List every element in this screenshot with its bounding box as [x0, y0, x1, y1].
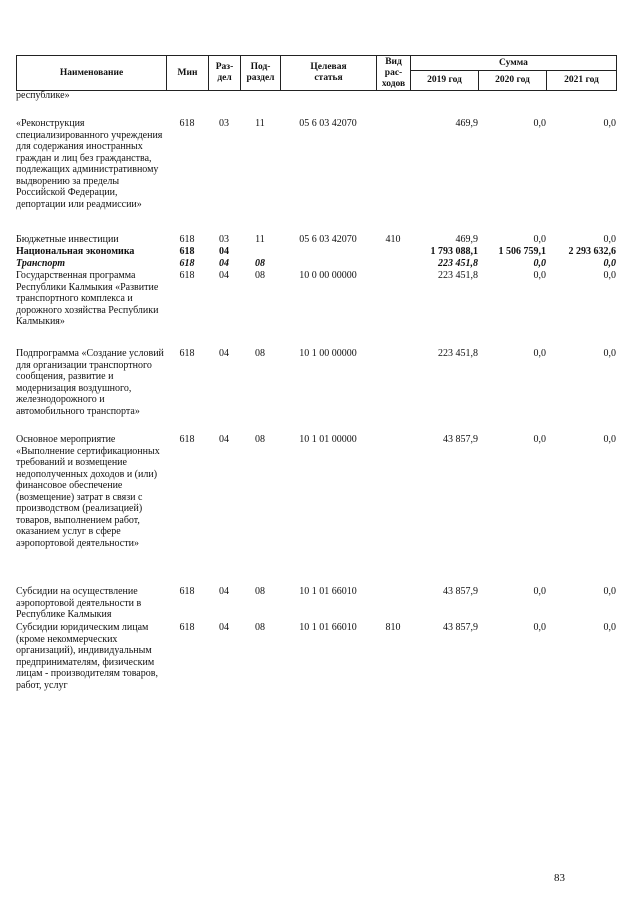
cell-min: 618 — [179, 270, 195, 281]
cell-s20: 0,0 — [533, 234, 546, 245]
cell-s21: 0,0 — [603, 586, 616, 597]
cell-vid: 410 — [385, 234, 401, 245]
cell-podr: 08 — [255, 258, 265, 269]
cell-razd: 03 — [219, 118, 229, 129]
cell-s20: 0,0 — [533, 270, 546, 281]
cell-cst: 10 0 00 00000 — [299, 270, 357, 281]
cell-cst: 05 6 03 42070 — [299, 118, 357, 129]
header-name: Наименование — [17, 56, 167, 91]
cell-razd: 04 — [219, 434, 229, 445]
cell-min: 618 — [179, 258, 195, 269]
cell-s21: 0,0 — [603, 434, 616, 445]
header-min: Мин — [167, 56, 209, 91]
cell-cst: 10 1 01 00000 — [299, 434, 357, 445]
cell-name: Подпрограмма «Создание условий для организации транспортного сообщения, развитие и модернизация воздушного, железнодорожного и автомобильного транспорта» — [16, 348, 164, 417]
cell-name: Бюджетные инвестиции — [16, 234, 119, 245]
cell-name: Субсидии юридическим лицам (кроме некоммерческих организаций), индивидуальным предпринимателям, физическим лицам - производителям товаров, работ, услуг — [16, 622, 158, 691]
cell-podr: 08 — [255, 586, 265, 597]
cell-s20: 0,0 — [533, 348, 546, 359]
table-header — [16, 55, 617, 91]
cell-podr: 08 — [255, 434, 265, 445]
cell-s19: 223 451,8 — [438, 270, 478, 281]
cell-min: 618 — [179, 234, 195, 245]
header-2021: 2021 год — [547, 71, 617, 91]
cell-s19: 223 451,8 — [438, 348, 478, 359]
cell-min: 618 — [179, 348, 195, 359]
cell-podr: 08 — [255, 348, 265, 359]
cell-s21: 0,0 — [603, 622, 616, 633]
cell-s20: 0,0 — [533, 622, 546, 633]
header-2019: 2019 год — [411, 71, 479, 91]
cell-razd: 04 — [219, 622, 229, 633]
cell-vid: 810 — [385, 622, 401, 633]
cell-s19: 469,9 — [455, 234, 478, 245]
cell-s19: 43 857,9 — [443, 622, 478, 633]
cell-cst: 05 6 03 42070 — [299, 234, 357, 245]
cell-razd: 03 — [219, 234, 229, 245]
cell-s20: 1 506 759,1 — [498, 246, 546, 257]
header-podrazdel: Под- раздел — [241, 56, 281, 91]
cell-name: Основное мероприятие «Выполнение сертификационных требований и возмещение недополученных доходов и (или) финансовое обеспечение (возмещение) затрат в связи с производством (реализацией) товаров, выполнением работ, оказанием услуг в сфере аэропортовой деятельности» — [16, 434, 160, 549]
cell-s20: 0,0 — [533, 118, 546, 129]
header-cst: Целевая статья — [281, 56, 377, 91]
cell-min: 618 — [179, 246, 195, 257]
cell-razd: 04 — [219, 270, 229, 281]
cell-name: Национальная экономика — [16, 246, 135, 257]
cell-s19: 1 793 088,1 — [430, 246, 478, 257]
cell-podr: 08 — [255, 270, 265, 281]
page-number: 83 — [554, 872, 565, 884]
cell-s21: 2 293 632,6 — [568, 246, 616, 257]
cell-razd: 04 — [219, 258, 229, 269]
cell-cst: 10 1 01 66010 — [299, 586, 357, 597]
cell-s21: 0,0 — [603, 348, 616, 359]
cell-s21: 0,0 — [603, 118, 616, 129]
cell-s19: 43 857,9 — [443, 586, 478, 597]
cell-razd: 04 — [219, 586, 229, 597]
cell-s19: 223 451,8 — [438, 258, 478, 269]
cell-s20: 0,0 — [533, 258, 546, 269]
cell-s19: 469,9 — [455, 118, 478, 129]
cell-min: 618 — [179, 434, 195, 445]
cell-s19: 43 857,9 — [443, 434, 478, 445]
cell-name: Транспорт — [16, 258, 66, 269]
cell-s21: 0,0 — [603, 234, 616, 245]
cell-min: 618 — [179, 586, 195, 597]
cell-name: республике» — [16, 90, 70, 101]
header-vid: Вид рас- ходов — [377, 56, 411, 91]
cell-s21: 0,0 — [603, 258, 616, 269]
header-razdel: Раз- дел — [209, 56, 241, 91]
cell-s20: 0,0 — [533, 586, 546, 597]
cell-min: 618 — [179, 118, 195, 129]
cell-podr: 11 — [255, 118, 265, 129]
cell-cst: 10 1 01 66010 — [299, 622, 357, 633]
cell-razd: 04 — [219, 348, 229, 359]
header-summa: Сумма — [411, 56, 617, 71]
cell-name: Субсидии на осуществление аэропортовой деятельности в Республике Калмыкия — [16, 586, 142, 620]
cell-podr: 11 — [255, 234, 265, 245]
cell-razd: 04 — [219, 246, 229, 257]
cell-podr: 08 — [255, 622, 265, 633]
cell-name: «Реконструкция специализированного учреждения для содержания иностранных граждан и лиц без гражданства, подлежащих административному выдворению за пределы Российской Федерации, депортации или реадмиссии» — [16, 118, 163, 210]
cell-min: 618 — [179, 622, 195, 633]
header-2020: 2020 год — [479, 71, 547, 91]
cell-cst: 10 1 00 00000 — [299, 348, 357, 359]
cell-s20: 0,0 — [533, 434, 546, 445]
cell-s21: 0,0 — [603, 270, 616, 281]
cell-name: Государственная программа Республики Калмыкия «Развитие транспортного комплекса и дорожного хозяйства Республики Калмыкия» — [16, 270, 159, 327]
